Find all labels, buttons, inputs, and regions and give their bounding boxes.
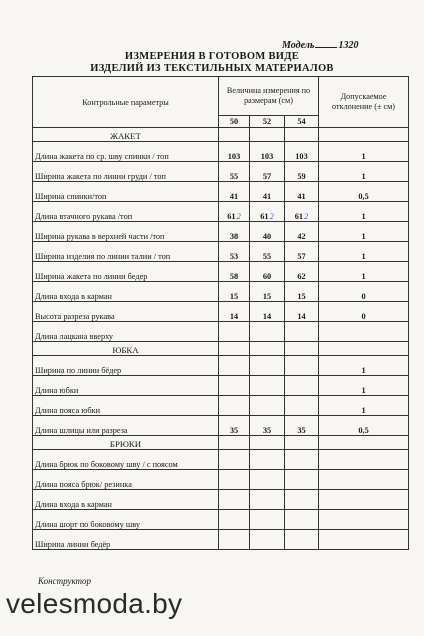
- table-row: [33, 142, 409, 162]
- size-value-3: 41: [285, 182, 319, 202]
- size-value-1: 14: [219, 302, 250, 322]
- col-tolerance-header: Допускаемое отклонение (± см): [319, 77, 409, 128]
- size-value-3: [285, 490, 319, 510]
- param-label: Длина юбки: [33, 376, 219, 396]
- size-50: 50: [219, 116, 250, 128]
- size-value-1: 55: [219, 162, 250, 182]
- tolerance-value: 0,5: [319, 416, 409, 436]
- size-value-1: 53: [219, 242, 250, 262]
- empty-cell: [285, 436, 319, 450]
- tolerance-value: 1: [319, 356, 409, 376]
- size-value-1: 58: [219, 262, 250, 282]
- section-row-jacket: [33, 128, 409, 142]
- size-value-2: 612: [250, 202, 285, 222]
- watermark: velesmoda.by: [6, 588, 183, 619]
- tolerance-value: [319, 510, 409, 530]
- param-label: Ширина жакета по линии бедер: [33, 262, 219, 282]
- empty-cell: [219, 436, 250, 450]
- empty-cell: [219, 128, 250, 142]
- section-row-skirt: [33, 342, 409, 356]
- empty-cell: [250, 342, 285, 356]
- document-subtitle: ИЗДЕЛИЙ ИЗ ТЕКСТИЛЬНЫХ МАТЕРИАЛОВ: [90, 63, 334, 74]
- empty-cell: [319, 342, 409, 356]
- param-label: Длина шлицы или разреза: [33, 416, 219, 436]
- table-row: [33, 202, 409, 222]
- tolerance-value: 1: [319, 396, 409, 416]
- size-54: 54: [285, 116, 319, 128]
- table-row: [33, 530, 409, 550]
- empty-cell: [285, 128, 319, 142]
- tolerance-value: [319, 322, 409, 342]
- size-value-3: [285, 530, 319, 550]
- empty-cell: [250, 128, 285, 142]
- table-row: [33, 356, 409, 376]
- empty-cell: [219, 342, 250, 356]
- size-value-3: [285, 470, 319, 490]
- tolerance-value: [319, 470, 409, 490]
- handwritten-mark: 2: [236, 212, 241, 221]
- size-value-3: [285, 376, 319, 396]
- handwritten-mark: 2: [304, 212, 309, 221]
- param-label: Длина пояса брюк/ резинка: [33, 470, 219, 490]
- param-label: Длина втачного рукава /топ: [33, 202, 219, 222]
- col-value-header: Величина измерения по размерам (см): [219, 77, 319, 116]
- size-value-2: [250, 530, 285, 550]
- size-value-1: [219, 396, 250, 416]
- param-label: Ширина линии бедёр: [33, 530, 219, 550]
- size-value-3: 62: [285, 262, 319, 282]
- tolerance-value: 0: [319, 282, 409, 302]
- table-row: [33, 222, 409, 242]
- model-label: Модель: [282, 40, 315, 51]
- size-value-2: 60: [250, 262, 285, 282]
- size-value-1: [219, 322, 250, 342]
- param-label: Ширина рукава в верхней части /топ: [33, 222, 219, 242]
- tolerance-value: 1: [319, 202, 409, 222]
- size-value-3: 103: [285, 142, 319, 162]
- size-value-3: 57: [285, 242, 319, 262]
- param-label: Длина входа в карман: [33, 490, 219, 510]
- param-label: Высота разреза рукава: [33, 302, 219, 322]
- size-value-3: 14: [285, 302, 319, 322]
- table-row: [33, 490, 409, 510]
- table-row: [33, 262, 409, 282]
- table-row: [33, 396, 409, 416]
- tolerance-value: [319, 530, 409, 550]
- tolerance-value: 1: [319, 222, 409, 242]
- size-value-3: 15: [285, 282, 319, 302]
- tolerance-value: 0,5: [319, 182, 409, 202]
- empty-cell: [319, 436, 409, 450]
- section-title: БРЮКИ: [33, 436, 219, 450]
- table-row: [33, 302, 409, 322]
- size-value-3: [285, 396, 319, 416]
- tolerance-value: 0: [319, 302, 409, 322]
- tolerance-value: 1: [319, 262, 409, 282]
- col-param-header: Контрольные параметры: [33, 77, 219, 128]
- section-row-trousers: [33, 436, 409, 450]
- size-value-1: 35: [219, 416, 250, 436]
- table-row: [33, 162, 409, 182]
- tolerance-value: 1: [319, 242, 409, 262]
- size-value-2: [250, 356, 285, 376]
- model-value: 1320: [338, 40, 359, 51]
- empty-cell: [250, 436, 285, 450]
- document-title: ИЗМЕРЕНИЯ В ГОТОВОМ ВИДЕ: [124, 51, 300, 62]
- table-header-row: [33, 77, 409, 116]
- size-value-3: [285, 356, 319, 376]
- table-row: [33, 376, 409, 396]
- size-value-2: [250, 490, 285, 510]
- size-value-2: 103: [250, 142, 285, 162]
- param-label: Длина пояса юбки: [33, 396, 219, 416]
- tolerance-value: [319, 450, 409, 470]
- size-52: 52: [250, 116, 285, 128]
- empty-cell: [285, 342, 319, 356]
- param-label: Длина шорт по боковому шву: [33, 510, 219, 530]
- size-value-1: [219, 490, 250, 510]
- size-value-3: [285, 322, 319, 342]
- tolerance-value: 1: [319, 142, 409, 162]
- size-value-2: 57: [250, 162, 285, 182]
- size-value-1: [219, 510, 250, 530]
- size-value-1: 612: [219, 202, 250, 222]
- size-value-1: [219, 530, 250, 550]
- param-label: Длина брюк по боковому шву / с поясом: [33, 450, 219, 470]
- size-value-3: 35: [285, 416, 319, 436]
- param-label: Длина лацкана вверху: [33, 322, 219, 342]
- size-value-2: [250, 470, 285, 490]
- size-value-2: 41: [250, 182, 285, 202]
- size-value-1: 41: [219, 182, 250, 202]
- section-title: ЮБКА: [33, 342, 219, 356]
- size-value-2: 35: [250, 416, 285, 436]
- size-value-1: [219, 450, 250, 470]
- measurement-table: [32, 76, 409, 550]
- table-row: [33, 282, 409, 302]
- tolerance-value: 1: [319, 376, 409, 396]
- size-value-1: 15: [219, 282, 250, 302]
- size-value-2: 55: [250, 242, 285, 262]
- size-value-2: [250, 376, 285, 396]
- param-label: Ширина спинки/топ: [33, 182, 219, 202]
- size-value-2: [250, 510, 285, 530]
- param-label: Длина жакета по ср. шву спинки / топ: [33, 142, 219, 162]
- size-value-1: 38: [219, 222, 250, 242]
- empty-cell: [319, 128, 409, 142]
- table-row: [33, 416, 409, 436]
- size-value-2: [250, 396, 285, 416]
- size-value-2: [250, 322, 285, 342]
- param-label: Длина входа в карман: [33, 282, 219, 302]
- table-row: [33, 242, 409, 262]
- size-value-2: 14: [250, 302, 285, 322]
- param-label: Ширина жакета по линии груди / топ: [33, 162, 219, 182]
- size-value-2: 15: [250, 282, 285, 302]
- handwritten-mark: 2: [269, 212, 274, 221]
- size-value-3: [285, 450, 319, 470]
- tolerance-value: 1: [319, 162, 409, 182]
- param-label: Ширина изделия по линии талии / топ: [33, 242, 219, 262]
- size-value-3: 59: [285, 162, 319, 182]
- table-row: [33, 510, 409, 530]
- table-row: [33, 470, 409, 490]
- tolerance-value: [319, 490, 409, 510]
- size-value-1: [219, 376, 250, 396]
- size-value-1: 103: [219, 142, 250, 162]
- size-value-1: [219, 470, 250, 490]
- size-value-1: [219, 356, 250, 376]
- table-row: [33, 450, 409, 470]
- model-blank-line: [315, 47, 337, 48]
- size-value-3: 42: [285, 222, 319, 242]
- model-number: [282, 40, 358, 51]
- designer-signature-label: Конструктор: [38, 576, 92, 586]
- size-value-3: [285, 510, 319, 530]
- table-row: [33, 182, 409, 202]
- param-label: Ширина по линии бёдер: [33, 356, 219, 376]
- size-value-2: [250, 450, 285, 470]
- section-title: ЖАКЕТ: [33, 128, 219, 142]
- size-value-3: 612: [285, 202, 319, 222]
- table-row: [33, 322, 409, 342]
- size-value-2: 40: [250, 222, 285, 242]
